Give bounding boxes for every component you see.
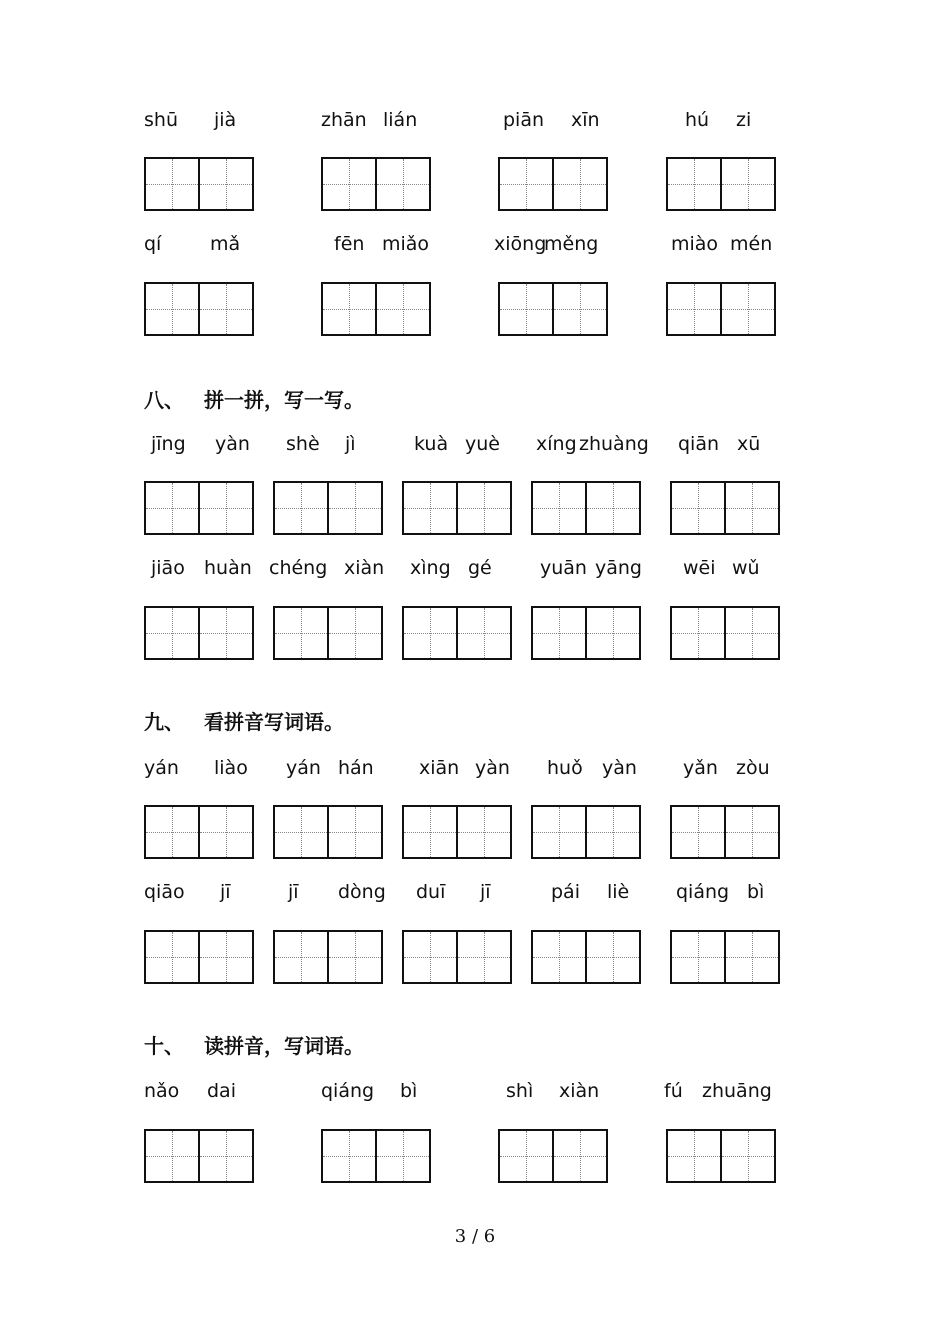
pinyin-syllable: xiōng	[494, 233, 547, 255]
pinyin-syllable: zhuàng	[579, 433, 649, 455]
pinyin-syllable: dòng	[338, 881, 386, 903]
pinyin-syllable: yāng	[595, 557, 642, 579]
tianzige-cell[interactable]	[198, 807, 252, 857]
pinyin-syllable: qiān	[678, 433, 720, 455]
pinyin-syllable: xíng	[536, 433, 577, 455]
tianzige-cell[interactable]	[323, 1131, 375, 1181]
section-title-8	[144, 384, 364, 413]
tianzige-cell[interactable]	[724, 608, 778, 658]
tianzige-cell[interactable]	[500, 284, 552, 334]
writing-grid[interactable]	[402, 930, 512, 984]
tianzige-cell[interactable]	[375, 284, 429, 334]
pinyin-syllable: lián	[383, 109, 418, 131]
section-title-10	[144, 1030, 364, 1059]
pinyin-syllable: liè	[607, 881, 630, 903]
tianzige-cell[interactable]	[585, 608, 639, 658]
tianzige-cell[interactable]	[327, 608, 381, 658]
writing-grid[interactable]	[273, 606, 383, 660]
pinyin-syllable: yán	[144, 757, 179, 779]
pinyin-syllable: huǒ	[547, 757, 583, 779]
section-heading: 拼一拼，写一写。	[204, 388, 364, 412]
tianzige-cell[interactable]	[533, 483, 585, 533]
writing-grid[interactable]	[666, 1129, 776, 1183]
tianzige-cell[interactable]	[198, 1131, 252, 1181]
pinyin-syllable: zhān	[321, 109, 367, 131]
tianzige-cell[interactable]	[323, 284, 375, 334]
tianzige-cell[interactable]	[146, 608, 198, 658]
pinyin-syllable: jī	[288, 881, 299, 903]
pinyin-syllable: shì	[506, 1080, 534, 1102]
pinyin-syllable: gé	[468, 557, 492, 579]
writing-grid[interactable]	[144, 930, 254, 984]
pinyin-syllable: xìng	[410, 557, 451, 579]
pinyin-syllable: xiān	[419, 757, 460, 779]
pinyin-syllable: jiāo	[151, 557, 185, 579]
writing-grid[interactable]	[666, 157, 776, 211]
writing-grid[interactable]	[666, 282, 776, 336]
pinyin-syllable: dai	[207, 1080, 236, 1102]
pinyin-syllable: yàn	[215, 433, 250, 455]
writing-grid[interactable]	[321, 157, 431, 211]
writing-grid[interactable]	[321, 1129, 431, 1183]
section-title-9	[144, 706, 344, 735]
pinyin-syllable: bì	[400, 1080, 418, 1102]
writing-grid[interactable]	[670, 930, 780, 984]
tianzige-cell[interactable]	[146, 932, 198, 982]
pinyin-syllable: miào	[671, 233, 719, 255]
tianzige-cell[interactable]	[327, 807, 381, 857]
pinyin-syllable: jì	[345, 433, 356, 455]
pinyin-syllable: fú	[664, 1080, 683, 1102]
tianzige-cell[interactable]	[456, 483, 510, 533]
tianzige-cell[interactable]	[327, 483, 381, 533]
tianzige-cell[interactable]	[198, 608, 252, 658]
writing-grid[interactable]	[531, 606, 641, 660]
tianzige-cell[interactable]	[585, 807, 639, 857]
tianzige-cell[interactable]	[552, 159, 606, 209]
tianzige-cell[interactable]	[327, 932, 381, 982]
tianzige-cell[interactable]	[720, 159, 774, 209]
tianzige-cell[interactable]	[672, 483, 724, 533]
tianzige-cell[interactable]	[585, 483, 639, 533]
pinyin-syllable: shè	[286, 433, 320, 455]
pinyin-syllable: hú	[685, 109, 710, 131]
pinyin-syllable: zòu	[736, 757, 770, 779]
section-heading: 看拼音写词语。	[204, 710, 344, 734]
section-number: 九、	[144, 710, 184, 734]
pinyin-syllable: jī	[480, 881, 491, 903]
tianzige-cell[interactable]	[456, 932, 510, 982]
section-number: 十、	[144, 1034, 184, 1058]
writing-grid[interactable]	[144, 157, 254, 211]
tianzige-cell[interactable]	[552, 1131, 606, 1181]
writing-grid[interactable]	[402, 606, 512, 660]
tianzige-cell[interactable]	[198, 159, 252, 209]
tianzige-cell[interactable]	[146, 159, 198, 209]
pinyin-syllable: chéng	[269, 557, 328, 579]
pinyin-syllable: huàn	[204, 557, 252, 579]
tianzige-cell[interactable]	[404, 807, 456, 857]
writing-grid[interactable]	[144, 282, 254, 336]
tianzige-cell[interactable]	[668, 159, 720, 209]
tianzige-cell[interactable]	[533, 807, 585, 857]
writing-grid[interactable]	[498, 1129, 608, 1183]
tianzige-cell[interactable]	[375, 1131, 429, 1181]
tianzige-cell[interactable]	[146, 284, 198, 334]
writing-grid[interactable]	[402, 805, 512, 859]
tianzige-cell[interactable]	[456, 807, 510, 857]
tianzige-cell[interactable]	[404, 608, 456, 658]
tianzige-cell[interactable]	[404, 932, 456, 982]
pinyin-syllable: bì	[747, 881, 765, 903]
pinyin-syllable: qiáng	[676, 881, 730, 903]
tianzige-cell[interactable]	[724, 932, 778, 982]
section-number: 八、	[144, 388, 184, 412]
pinyin-syllable: qí	[144, 233, 162, 255]
pinyin-syllable: yuān	[540, 557, 587, 579]
writing-grid[interactable]	[321, 282, 431, 336]
writing-grid[interactable]	[273, 481, 383, 535]
pinyin-syllable: xiàn	[344, 557, 385, 579]
tianzige-cell[interactable]	[456, 608, 510, 658]
tianzige-cell[interactable]	[533, 932, 585, 982]
pinyin-syllable: jià	[214, 109, 237, 131]
tianzige-cell[interactable]	[724, 807, 778, 857]
tianzige-cell[interactable]	[720, 284, 774, 334]
pinyin-syllable: wǔ	[732, 557, 760, 579]
writing-grid[interactable]	[273, 805, 383, 859]
tianzige-cell[interactable]	[720, 1131, 774, 1181]
pinyin-syllable: wēi	[683, 557, 716, 579]
tianzige-cell[interactable]	[198, 932, 252, 982]
tianzige-cell[interactable]	[672, 608, 724, 658]
tianzige-cell[interactable]	[585, 932, 639, 982]
writing-grid[interactable]	[144, 606, 254, 660]
tianzige-cell[interactable]	[668, 284, 720, 334]
pinyin-syllable: liào	[214, 757, 248, 779]
pinyin-syllable: mén	[730, 233, 773, 255]
pinyin-syllable: piān	[503, 109, 545, 131]
pinyin-syllable: zi	[736, 109, 752, 131]
pinyin-syllable: yán	[286, 757, 321, 779]
tianzige-cell[interactable]	[146, 807, 198, 857]
tianzige-cell[interactable]	[533, 608, 585, 658]
pinyin-syllable: duī	[416, 881, 446, 903]
writing-grid[interactable]	[531, 805, 641, 859]
pinyin-syllable: shū	[144, 109, 178, 131]
pinyin-syllable: mǎ	[210, 233, 241, 255]
pinyin-syllable: qiāo	[144, 881, 185, 903]
pinyin-syllable: jīng	[151, 433, 186, 455]
pinyin-syllable: yǎn	[683, 757, 718, 779]
tianzige-cell[interactable]	[198, 483, 252, 533]
tianzige-cell[interactable]	[275, 807, 327, 857]
writing-grid[interactable]	[531, 481, 641, 535]
tianzige-cell[interactable]	[500, 159, 552, 209]
pinyin-syllable: xiàn	[559, 1080, 600, 1102]
writing-grid[interactable]	[670, 805, 780, 859]
pinyin-syllable: hán	[338, 757, 374, 779]
writing-grid[interactable]	[531, 930, 641, 984]
writing-grid[interactable]	[670, 481, 780, 535]
page-number: 3 / 6	[454, 1226, 496, 1247]
tianzige-cell[interactable]	[275, 932, 327, 982]
tianzige-cell[interactable]	[672, 807, 724, 857]
writing-grid[interactable]	[273, 930, 383, 984]
tianzige-cell[interactable]	[500, 1131, 552, 1181]
pinyin-syllable: qiáng	[321, 1080, 375, 1102]
writing-grid[interactable]	[670, 606, 780, 660]
pinyin-syllable: xū	[737, 433, 761, 455]
pinyin-syllable: pái	[551, 881, 580, 903]
tianzige-cell[interactable]	[146, 1131, 198, 1181]
pinyin-syllable: yàn	[602, 757, 637, 779]
writing-grid[interactable]	[144, 481, 254, 535]
pinyin-syllable: kuà	[414, 433, 449, 455]
writing-grid[interactable]	[498, 282, 608, 336]
pinyin-syllable: zhuāng	[702, 1080, 772, 1102]
tianzige-cell[interactable]	[668, 1131, 720, 1181]
pinyin-syllable: nǎo	[144, 1080, 180, 1102]
tianzige-cell[interactable]	[198, 284, 252, 334]
writing-grid[interactable]	[144, 1129, 254, 1183]
tianzige-cell[interactable]	[323, 159, 375, 209]
pinyin-syllable: yàn	[475, 757, 510, 779]
tianzige-cell[interactable]	[404, 483, 456, 533]
writing-grid[interactable]	[144, 805, 254, 859]
pinyin-syllable: měng	[544, 233, 599, 255]
pinyin-syllable: yuè	[465, 433, 500, 455]
tianzige-cell[interactable]	[275, 608, 327, 658]
tianzige-cell[interactable]	[724, 483, 778, 533]
pinyin-syllable: fēn	[334, 233, 365, 255]
pinyin-syllable: jī	[220, 881, 231, 903]
pinyin-syllable: miǎo	[382, 233, 430, 255]
tianzige-cell[interactable]	[146, 483, 198, 533]
writing-grid[interactable]	[402, 481, 512, 535]
tianzige-cell[interactable]	[275, 483, 327, 533]
pinyin-syllable: xīn	[571, 109, 600, 131]
tianzige-cell[interactable]	[375, 159, 429, 209]
writing-grid[interactable]	[498, 157, 608, 211]
tianzige-cell[interactable]	[672, 932, 724, 982]
section-heading: 读拼音，写词语。	[204, 1034, 364, 1058]
tianzige-cell[interactable]	[552, 284, 606, 334]
